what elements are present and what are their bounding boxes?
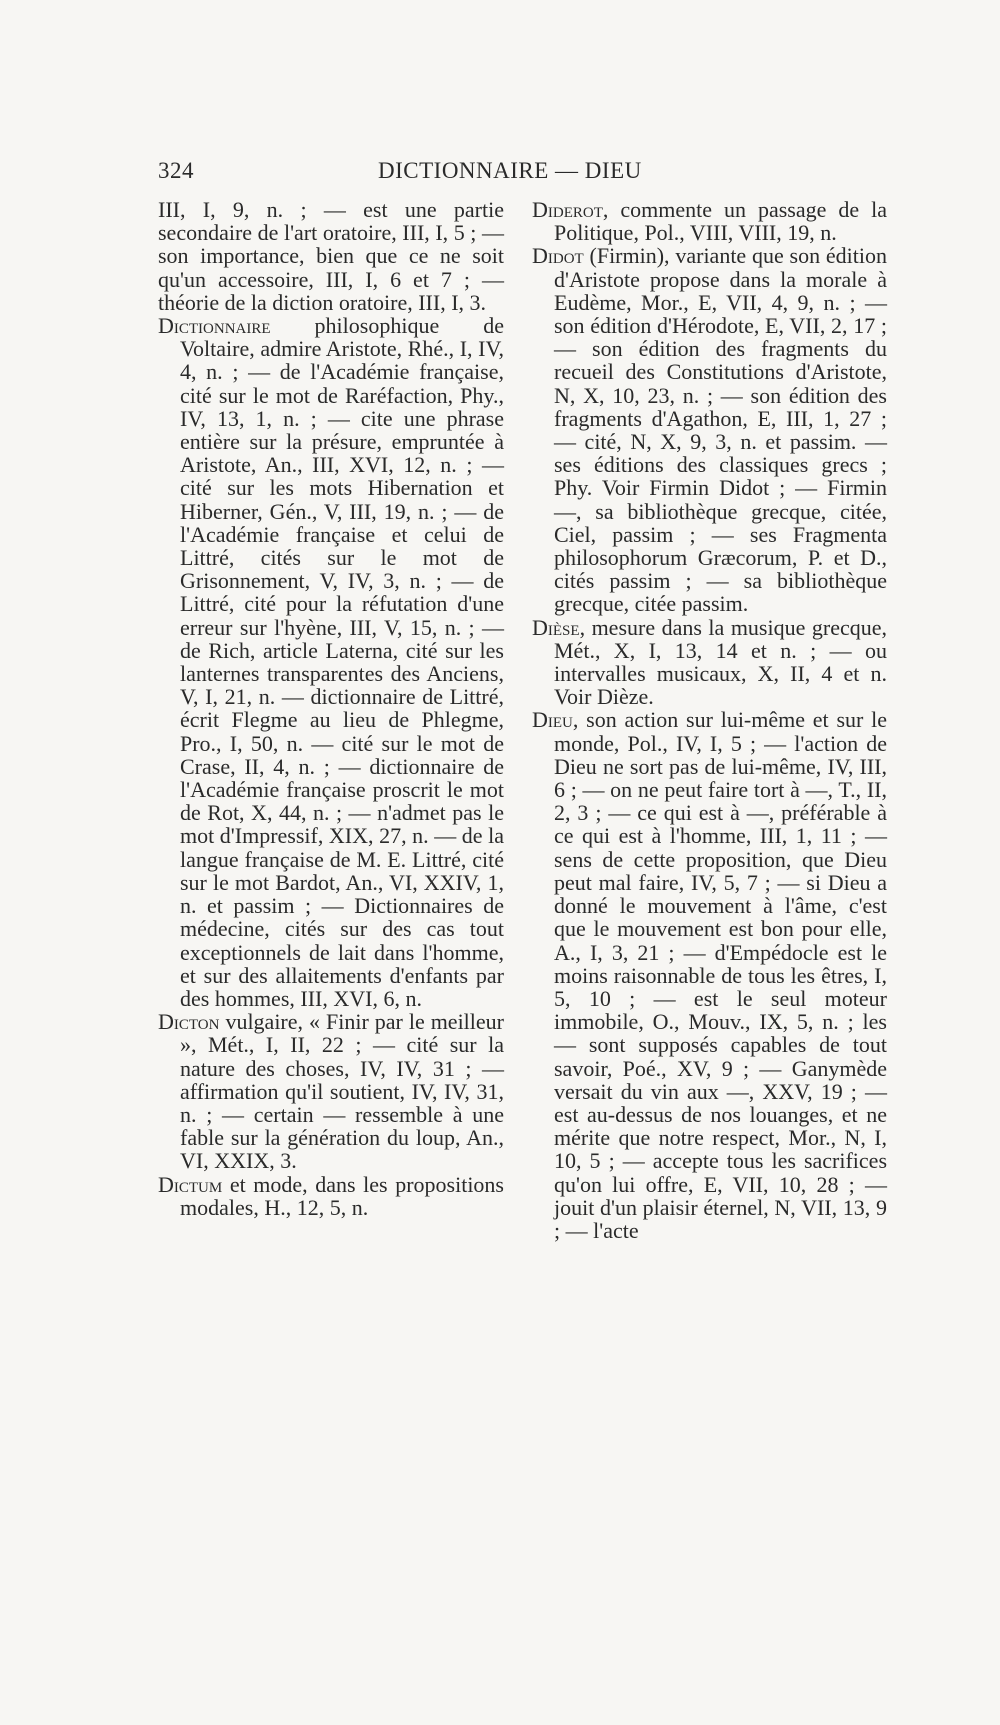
headword: Dieu xyxy=(532,707,573,733)
entry-dictum xyxy=(158,1173,504,1219)
headword: Dicton xyxy=(158,1009,220,1035)
entry-text: vulgaire, « Finir par le meilleur », Mét., I, II, 22 ; — cité sur la nature des choses, IV, IV, 31 ; — affirmation qu'il soutient, IV, IV, 31, n. ; — certain — ressemble à une fable sur la génération du loup, An., VI, XXIX, 3. xyxy=(180,1009,504,1174)
entry-text: et mode, dans les propositions modales, H., 12, 5, n. xyxy=(180,1171,504,1220)
entry-text: (Firmin), variante que son édition d'Aristote propose dans la morale à Eudème, Mor., E, VII, 4, 9, n. ; — son édition d'Hérodote, E, VII, 2, 17 ; — son édition des fragments du recueil des Constitutions d'Aristote, N, X, 10, 23, n. ; — son édition des fragments d'Agathon, E, III, 1, 27 ; — cité, N, X, 9, 3, n. et passim. — ses éditions des classiques grecs ; Phy. Voir Firmin Didot ; — Firmin —, sa bibliothèque grecque, citée, Ciel, passim ; — ses Fragmenta philosophorum Græcorum, P. et D., cités passim ; — sa bibliothèque grecque, citée passim. xyxy=(554,243,887,617)
entry-dictionnaire xyxy=(158,314,504,1010)
entry-text: philosophique de Voltaire, admire Aristote, Rhé., I, IV, 4, n. ; — de l'Académie française, cité sur le mot de Raréfaction, Phy., IV, 13, 1, n. ; — cite une phrase entière sur la présure, empruntée à Aristote, An., III, XVI, 12, n. ; — cité sur les mots Hibernation et Hiberner, Gén., V, III, 19, n. ; — de l'Académie française et celui de Littré, cités sur le mot de Grisonnement, V, IV, 3, n. ; — de Littré, cité pour la réfutation d'une erreur sur l'hyène, III, V, 15, n. ; — de Rich, article Laterna, cité sur les lanternes transparentes des Anciens, V, I, 21, n. — dictionnaire de Littré, écrit Flegme au lieu de Phlegme, Pro., I, 50, n. — cité sur le mot de Crase, II, 4, n. ; — dictionnaire de l'Académie française proscrit le mot de Rot, X, 44, n. ; — n'admet pas le mot d'Impressif, XIX, 27, n. — de la langue française de M. E. Littré, cité sur le mot Bardot, An., VI, XXIV, 1, n. et passim ; — Dictionnaires de médecine, cités sur des cas tout exceptionnels de lait dans l'homme, et sur des allaitements d'enfants par des hommes, III, XVI, 6, n. xyxy=(180,313,504,1011)
headword: Diderot xyxy=(532,197,603,222)
entry-text: , commente un passage de la Politique, Pol., VIII, VIII, 19, n. xyxy=(554,197,887,246)
entry-text: , son action sur lui-même et sur le monde, Pol., IV, I, 5 ; — l'action de Dieu ne sort pas de lui-même, IV, III, 6 ; — on ne peut faire tort à —, T., II, 2, 3 ; — ce qui est à —, préférable à ce qui est à l'homme, III, 1, 11 ; — sens de cette proposition, que Dieu peut mal faire, IV, 5, 7 ; — si Dieu a donné le mouvement à l'âme, c'est que le mouvement est bon pour elle, A., I, 3, 21 ; — d'Empédocle est le moins raisonnable de tous les êtres, I, 5, 10 ; — est le seul moteur immobile, O., Mouv., IX, 5, n. ; les — sont supposés capables de tout savoir, Poé., XV, 9 ; — Ganymède versait du vin aux —, XXV, 19 ; — est au-dessus de nos louanges, et ne mérite que notre respect, Mor., N, I, 10, 5 ; — accepte tous les sacrifices qu'on lui offre, E, VII, 10, 28 ; — jouit d'un plaisir éternel, N, VII, 13, 9 ; — l'acte xyxy=(554,707,887,1243)
entry-diderot xyxy=(532,198,887,244)
entry-text: , mesure dans la musique grecque, Mét., X, I, 13, 14 et n. ; — ou intervalles musicaux, X, II, 4 et n. Voir Dièze. xyxy=(554,614,887,710)
left-column xyxy=(158,198,504,1219)
headword: Dictum xyxy=(158,1171,223,1197)
page-number: 324 xyxy=(158,158,194,183)
headword: Didot xyxy=(532,243,584,269)
entry-dieu xyxy=(532,708,887,1242)
running-head xyxy=(158,158,658,188)
entry-dicton xyxy=(158,1010,504,1172)
entry-diese xyxy=(532,616,887,709)
entry-didot xyxy=(532,244,887,615)
header-title: DICTIONNAIRE — DIEU xyxy=(378,158,642,183)
headword: Dièse xyxy=(532,614,580,640)
continuation-text: III, I, 9, n. ; — est une partie secondaire de l'art oratoire, III, I, 5 ; — son importance, bien que ce ne soit qu'un accessoire, III, I, 6 et 7 ; — théorie de la diction oratoire, III, I, 3. xyxy=(158,197,504,315)
headword: Dictionnaire xyxy=(158,313,271,339)
right-column xyxy=(532,198,887,1242)
